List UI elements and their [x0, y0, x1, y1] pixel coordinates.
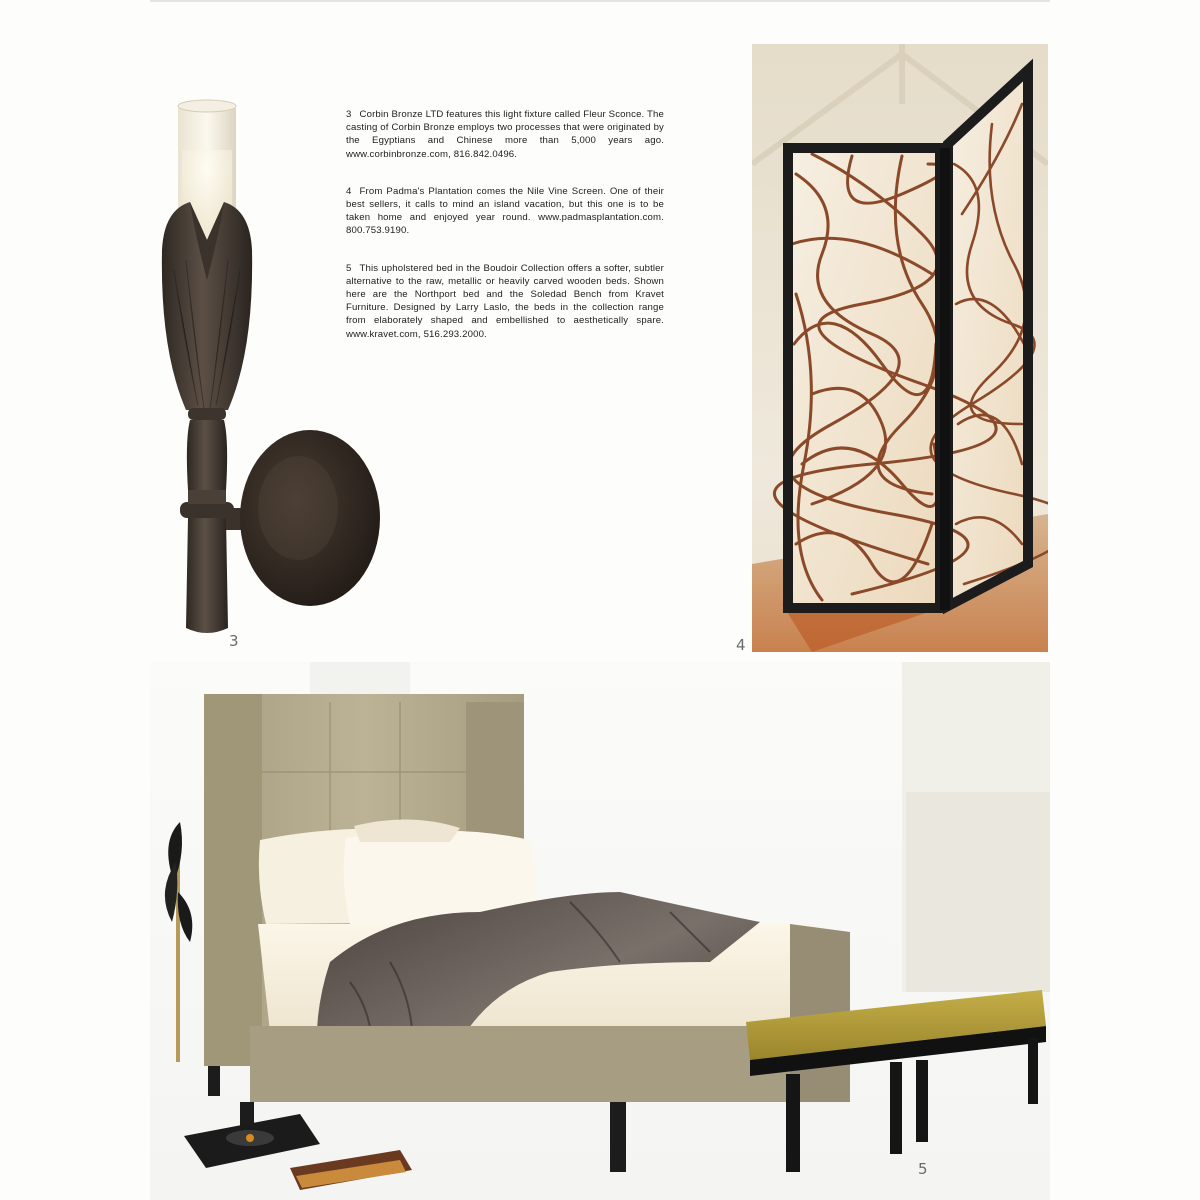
top-rule	[150, 0, 1050, 2]
figure-number-4: 4	[736, 636, 746, 654]
nile-vine-screen-image	[752, 44, 1048, 652]
captions-column	[346, 108, 664, 365]
caption-number: 4	[346, 185, 352, 197]
caption-5	[346, 262, 664, 341]
caption-text: This upholstered bed in the Boudoir Collection offers a softer, subtler alternative to the raw, metallic or heavily carved wooden beds. Shown here are the Northport bed and the Soledad Bench from Kravet Furniture. Designed by Larry Laslo, the beds in the collection range from elaborately shaped and embellished to aesthetically spare. www.kravet.com, 516.293.2000.	[346, 262, 664, 340]
figure-number-3: 3	[229, 632, 239, 650]
caption-text: From Padma's Plantation comes the Nile Vine Screen. One of their best sellers, it calls to mind an island vacation, but this one is to be taken home and enjoyed year round. www.padmasplantation.com. 800.753.9190.	[346, 185, 664, 237]
caption-number: 5	[346, 262, 352, 274]
caption-4	[346, 185, 664, 238]
figure-number-5: 5	[918, 1160, 928, 1178]
caption-number: 3	[346, 109, 352, 120]
caption-3	[346, 108, 664, 161]
northport-bed-image	[150, 662, 1050, 1200]
caption-text: Corbin Bronze LTD features this light fixture called Fleur Sconce. The casting of Corbin Bronze employs two processes that were originated by the Egyptians and Chinese more than 5,000 years ago. www.corbinbronze.com, 816.842.0496.	[346, 109, 664, 160]
